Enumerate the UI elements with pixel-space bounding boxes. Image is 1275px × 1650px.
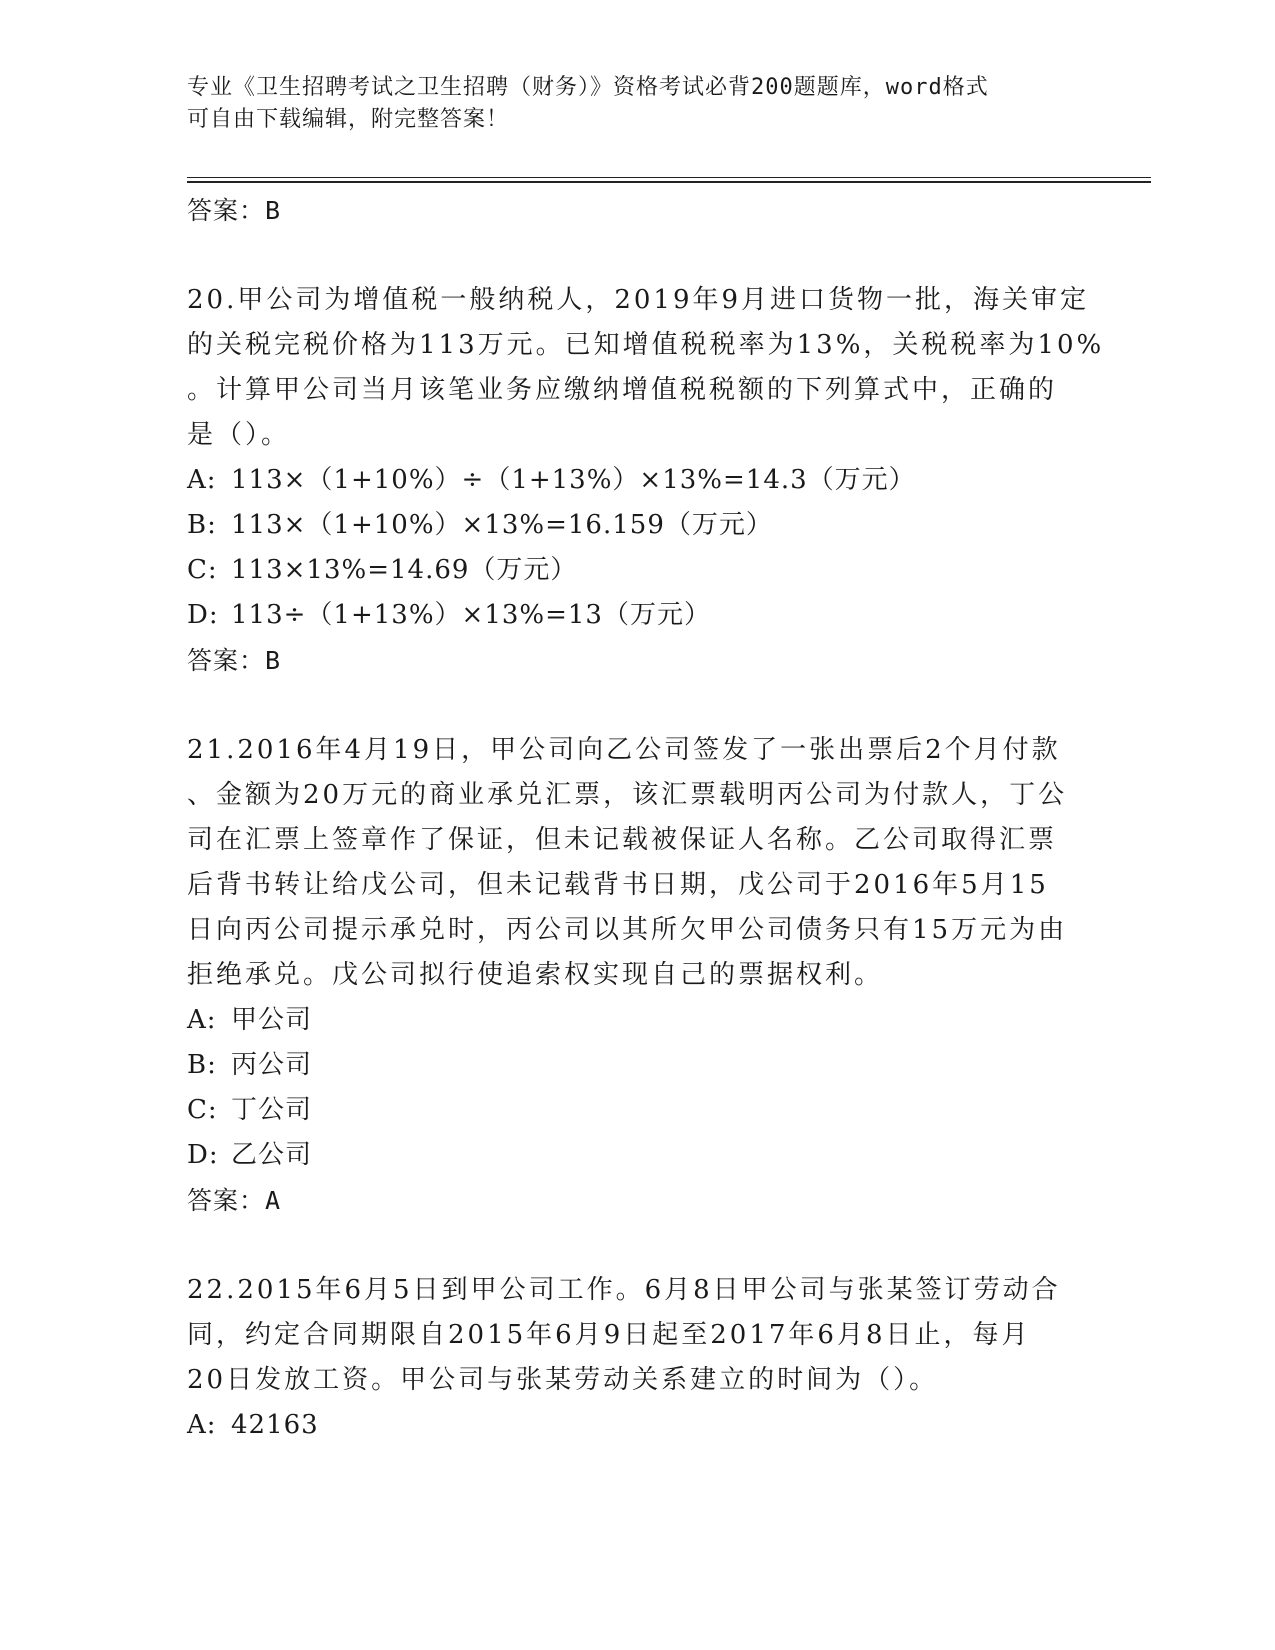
stem-line: 21.2016年4月19日，甲公司向乙公司签发了一张出票后2个月付款 (187, 735, 1061, 765)
stem-line: 后背书转让给戊公司，但未记载背书日期，戊公司于2016年5月15 (187, 870, 1049, 900)
stem-line: 拒绝承兑。戊公司拟行使追索权实现自己的票据权利。 (187, 960, 884, 990)
header-divider (187, 177, 1151, 183)
option-c (187, 1088, 1087, 1133)
stem-line: 的关税完税价格为113万元。已知增值税税率为13%，关税税率为10% (187, 330, 1105, 360)
option-label: B: (187, 510, 217, 540)
option-b (187, 503, 1087, 548)
question-stem (187, 278, 1105, 458)
option-label: C: (187, 555, 218, 585)
option-label: A: (187, 465, 217, 495)
spacer (187, 1223, 1087, 1268)
stem-line: 22.2015年6月5日到甲公司工作。6月8日甲公司与张某签订劳动合 (187, 1275, 1061, 1305)
question-20 (187, 278, 1105, 683)
option-label: A: (187, 1410, 217, 1440)
stem-line: 日向丙公司提示承兑时，丙公司以其所欠甲公司债务只有15万元为由 (187, 915, 1068, 945)
question-21 (187, 728, 1087, 1223)
stem-line: 司在汇票上签章作了保证，但未记载被保证人名称。乙公司取得汇票 (187, 825, 1058, 855)
stem-line: 。计算甲公司当月该笔业务应缴纳增值税税额的下列算式中，正确的 (187, 375, 1058, 405)
option-a (187, 458, 1087, 503)
option-b (187, 1043, 1087, 1088)
stem-line: 同，约定合同期限自2015年6月9日起至2017年6月8日止，每月 (187, 1320, 1031, 1350)
spacer (187, 233, 1087, 278)
answer-label: 答案：B (187, 646, 282, 675)
option-text: 113÷（1+13%）×13%=13（万元） (231, 600, 711, 630)
option-label: A: (187, 1005, 217, 1035)
option-label: D: (187, 1140, 219, 1170)
stem-line: 是（）。 (187, 420, 291, 450)
option-text: 甲公司 (231, 1005, 313, 1035)
question-22 (187, 1268, 1087, 1448)
question-stem (187, 728, 1087, 998)
page-header (187, 72, 1067, 136)
stem-line: 20日发放工资。甲公司与张某劳动关系建立的时间为（）。 (187, 1365, 939, 1395)
option-text: 42163 (231, 1410, 319, 1440)
question-stem (187, 1268, 1087, 1403)
answer-label: 答案：A (187, 1186, 282, 1215)
question-list (187, 188, 1105, 1448)
spacer (187, 683, 1087, 728)
option-label: C: (187, 1095, 218, 1125)
option-text: 113×（1+10%）×13%=16.159（万元） (231, 510, 773, 540)
header-line-1: 专业《卫生招聘考试之卫生招聘（财务）》资格考试必背200题题库，word格式 (187, 75, 989, 100)
option-text: 乙公司 (231, 1140, 313, 1170)
option-label: B: (187, 1050, 217, 1080)
header-line-2: 可自由下载编辑，附完整答案！ (187, 107, 510, 132)
option-label: D: (187, 600, 219, 630)
option-a (187, 1403, 1087, 1448)
option-text: 113×（1+10%）÷（1+13%）×13%=14.3（万元） (231, 465, 916, 495)
answer-label: 答案：B (187, 196, 282, 225)
stem-line: 、金额为20万元的商业承兑汇票，该汇票载明丙公司为付款人，丁公 (187, 780, 1068, 810)
option-text: 丁公司 (231, 1095, 313, 1125)
option-d (187, 593, 1087, 638)
option-a (187, 998, 1087, 1043)
stem-line: 20.甲公司为增值税一般纳税人，2019年9月进口货物一批，海关审定 (187, 285, 1090, 315)
option-c (187, 548, 1087, 593)
option-text: 丙公司 (231, 1050, 313, 1080)
option-d (187, 1133, 1087, 1178)
option-text: 113×13%=14.69（万元） (231, 555, 578, 585)
